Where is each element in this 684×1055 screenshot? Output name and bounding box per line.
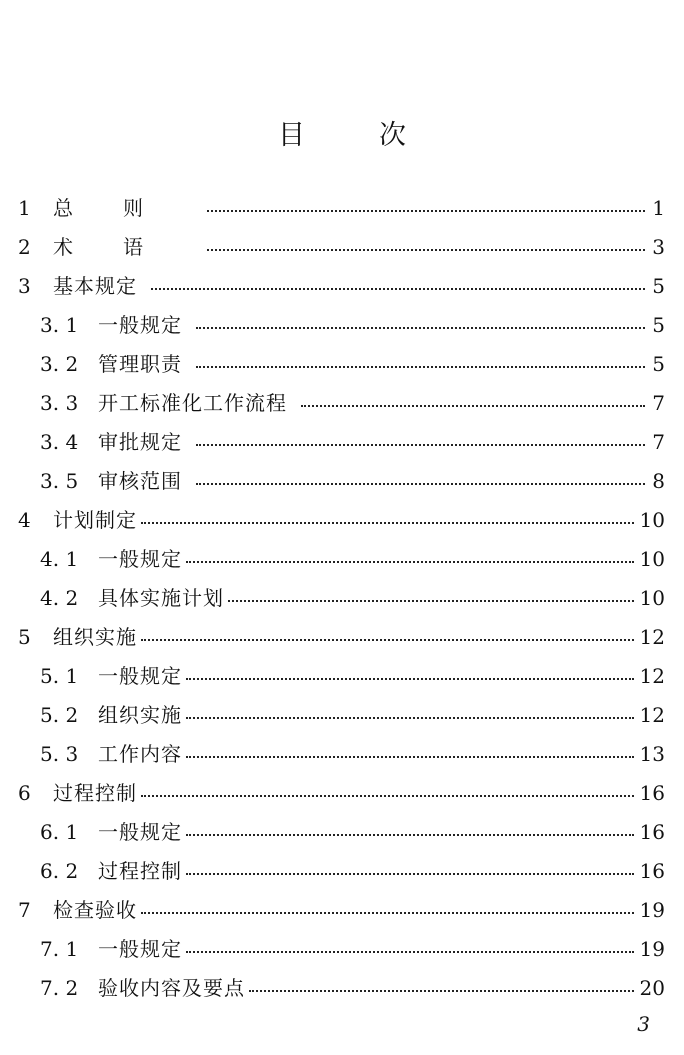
toc-entry-page: 16	[639, 859, 665, 883]
toc-entry-label: 组织实施	[98, 703, 182, 727]
toc-entry-number: 3. 3	[40, 391, 79, 415]
toc-entry-page: 12	[639, 625, 665, 649]
toc-entry-number: 6. 2	[40, 859, 79, 883]
toc-entry-label: 一般规定	[98, 547, 182, 571]
toc-entry-page: 7	[652, 391, 665, 415]
dot-leader	[196, 483, 645, 485]
toc-entry-label: 术语	[53, 235, 193, 259]
toc-entry[interactable]	[18, 501, 665, 540]
toc-entry[interactable]	[18, 189, 665, 228]
toc-entry-label: 基本规定	[53, 274, 137, 298]
dot-leader	[186, 834, 634, 836]
dot-leader	[186, 561, 634, 563]
toc-entry-number: 5. 2	[40, 703, 79, 727]
toc-entry-number: 5. 3	[40, 742, 79, 766]
toc-entry-label: 检查验收	[53, 898, 137, 922]
toc-entry-page: 10	[639, 586, 665, 610]
toc-entry-number: 6	[18, 781, 31, 805]
title-part-2: 次	[379, 120, 406, 151]
toc-entry[interactable]	[18, 618, 665, 657]
toc-entry-number: 4. 1	[40, 547, 79, 571]
toc-entry-number: 1	[18, 196, 31, 220]
dot-leader	[151, 288, 645, 290]
toc-entry-label: 审批规定	[98, 430, 182, 454]
dot-leader	[186, 873, 634, 875]
dot-leader	[141, 912, 634, 914]
toc-entry-number: 3. 2	[40, 352, 79, 376]
toc-subentry[interactable]	[18, 696, 665, 735]
dot-leader	[141, 639, 634, 641]
table-of-contents	[18, 189, 665, 1008]
toc-entry-number: 7. 2	[40, 976, 79, 1000]
toc-subentry[interactable]	[18, 657, 665, 696]
toc-entry-label: 一般规定	[98, 937, 182, 961]
toc-subentry[interactable]	[18, 384, 665, 423]
toc-entry-page: 13	[639, 742, 665, 766]
toc-entry-number: 2	[18, 235, 31, 259]
toc-entry-page: 3	[652, 235, 665, 259]
toc-entry-page: 1	[652, 196, 665, 220]
toc-entry-page: 5	[652, 313, 665, 337]
toc-entry-page: 16	[639, 781, 665, 805]
dot-leader	[301, 405, 645, 407]
toc-entry-label: 过程控制	[98, 859, 182, 883]
toc-subentry[interactable]	[18, 462, 665, 501]
toc-entry-page: 19	[639, 937, 665, 961]
dot-leader	[186, 678, 634, 680]
dot-leader	[186, 717, 634, 719]
toc-entry-page: 5	[652, 274, 665, 298]
dot-leader	[196, 327, 645, 329]
toc-entry[interactable]	[18, 267, 665, 306]
toc-entry-page: 5	[652, 352, 665, 376]
toc-entry-page: 10	[639, 508, 665, 532]
toc-entry-number: 4	[18, 508, 31, 532]
toc-entry-number: 3. 1	[40, 313, 79, 337]
toc-entry-label: 总则	[53, 196, 193, 220]
toc-entry-label: 验收内容及要点	[98, 976, 245, 1000]
title-part-1: 目	[278, 120, 305, 151]
toc-entry-label: 一般规定	[98, 664, 182, 688]
dot-leader	[186, 951, 634, 953]
toc-subentry[interactable]	[18, 969, 665, 1008]
dot-leader	[196, 366, 645, 368]
toc-subentry[interactable]	[18, 852, 665, 891]
dot-leader	[186, 756, 634, 758]
toc-entry-label: 计划制定	[53, 508, 137, 532]
toc-entry-label: 过程控制	[53, 781, 137, 805]
toc-entry-page: 8	[652, 469, 665, 493]
dot-leader	[196, 444, 645, 446]
toc-entry-page: 20	[639, 976, 665, 1000]
toc-entry-label: 一般规定	[98, 313, 182, 337]
toc-subentry[interactable]	[18, 813, 665, 852]
toc-entry-page: 12	[639, 703, 665, 727]
toc-subentry[interactable]	[18, 306, 665, 345]
toc-entry-label: 管理职责	[98, 352, 182, 376]
toc-entry[interactable]	[18, 891, 665, 930]
toc-entry-label: 工作内容	[98, 742, 182, 766]
toc-entry-label: 审核范围	[98, 469, 182, 493]
toc-entry-label: 一般规定	[98, 820, 182, 844]
toc-entry-number: 7. 1	[40, 937, 79, 961]
toc-entry-page: 7	[652, 430, 665, 454]
dot-leader	[141, 522, 634, 524]
toc-entry-number: 5. 1	[40, 664, 79, 688]
toc-subentry[interactable]	[18, 735, 665, 774]
dot-leader	[228, 600, 634, 602]
dot-leader	[207, 210, 645, 212]
dot-leader	[207, 249, 645, 251]
toc-entry[interactable]	[18, 774, 665, 813]
toc-entry-number: 3. 5	[40, 469, 79, 493]
page-number: 3	[637, 1012, 650, 1036]
toc-entry-page: 19	[639, 898, 665, 922]
toc-subentry[interactable]	[18, 540, 665, 579]
toc-entry[interactable]	[18, 228, 665, 267]
toc-entry-page: 10	[639, 547, 665, 571]
toc-subentry[interactable]	[18, 345, 665, 384]
toc-entry-number: 3. 4	[40, 430, 79, 454]
toc-subentry[interactable]	[18, 930, 665, 969]
toc-entry-number: 5	[18, 625, 31, 649]
toc-entry-number: 3	[18, 274, 31, 298]
toc-entry-number: 7	[18, 898, 31, 922]
toc-subentry[interactable]	[18, 423, 665, 462]
toc-subentry[interactable]	[18, 579, 665, 618]
toc-entry-number: 4. 2	[40, 586, 79, 610]
toc-entry-label: 组织实施	[53, 625, 137, 649]
page-title	[0, 118, 684, 154]
dot-leader	[141, 795, 634, 797]
toc-entry-number: 6. 1	[40, 820, 79, 844]
dot-leader	[249, 990, 634, 992]
toc-entry-label: 开工标准化工作流程	[98, 391, 287, 415]
toc-entry-page: 12	[639, 664, 665, 688]
toc-entry-page: 16	[639, 820, 665, 844]
toc-entry-label: 具体实施计划	[98, 586, 224, 610]
